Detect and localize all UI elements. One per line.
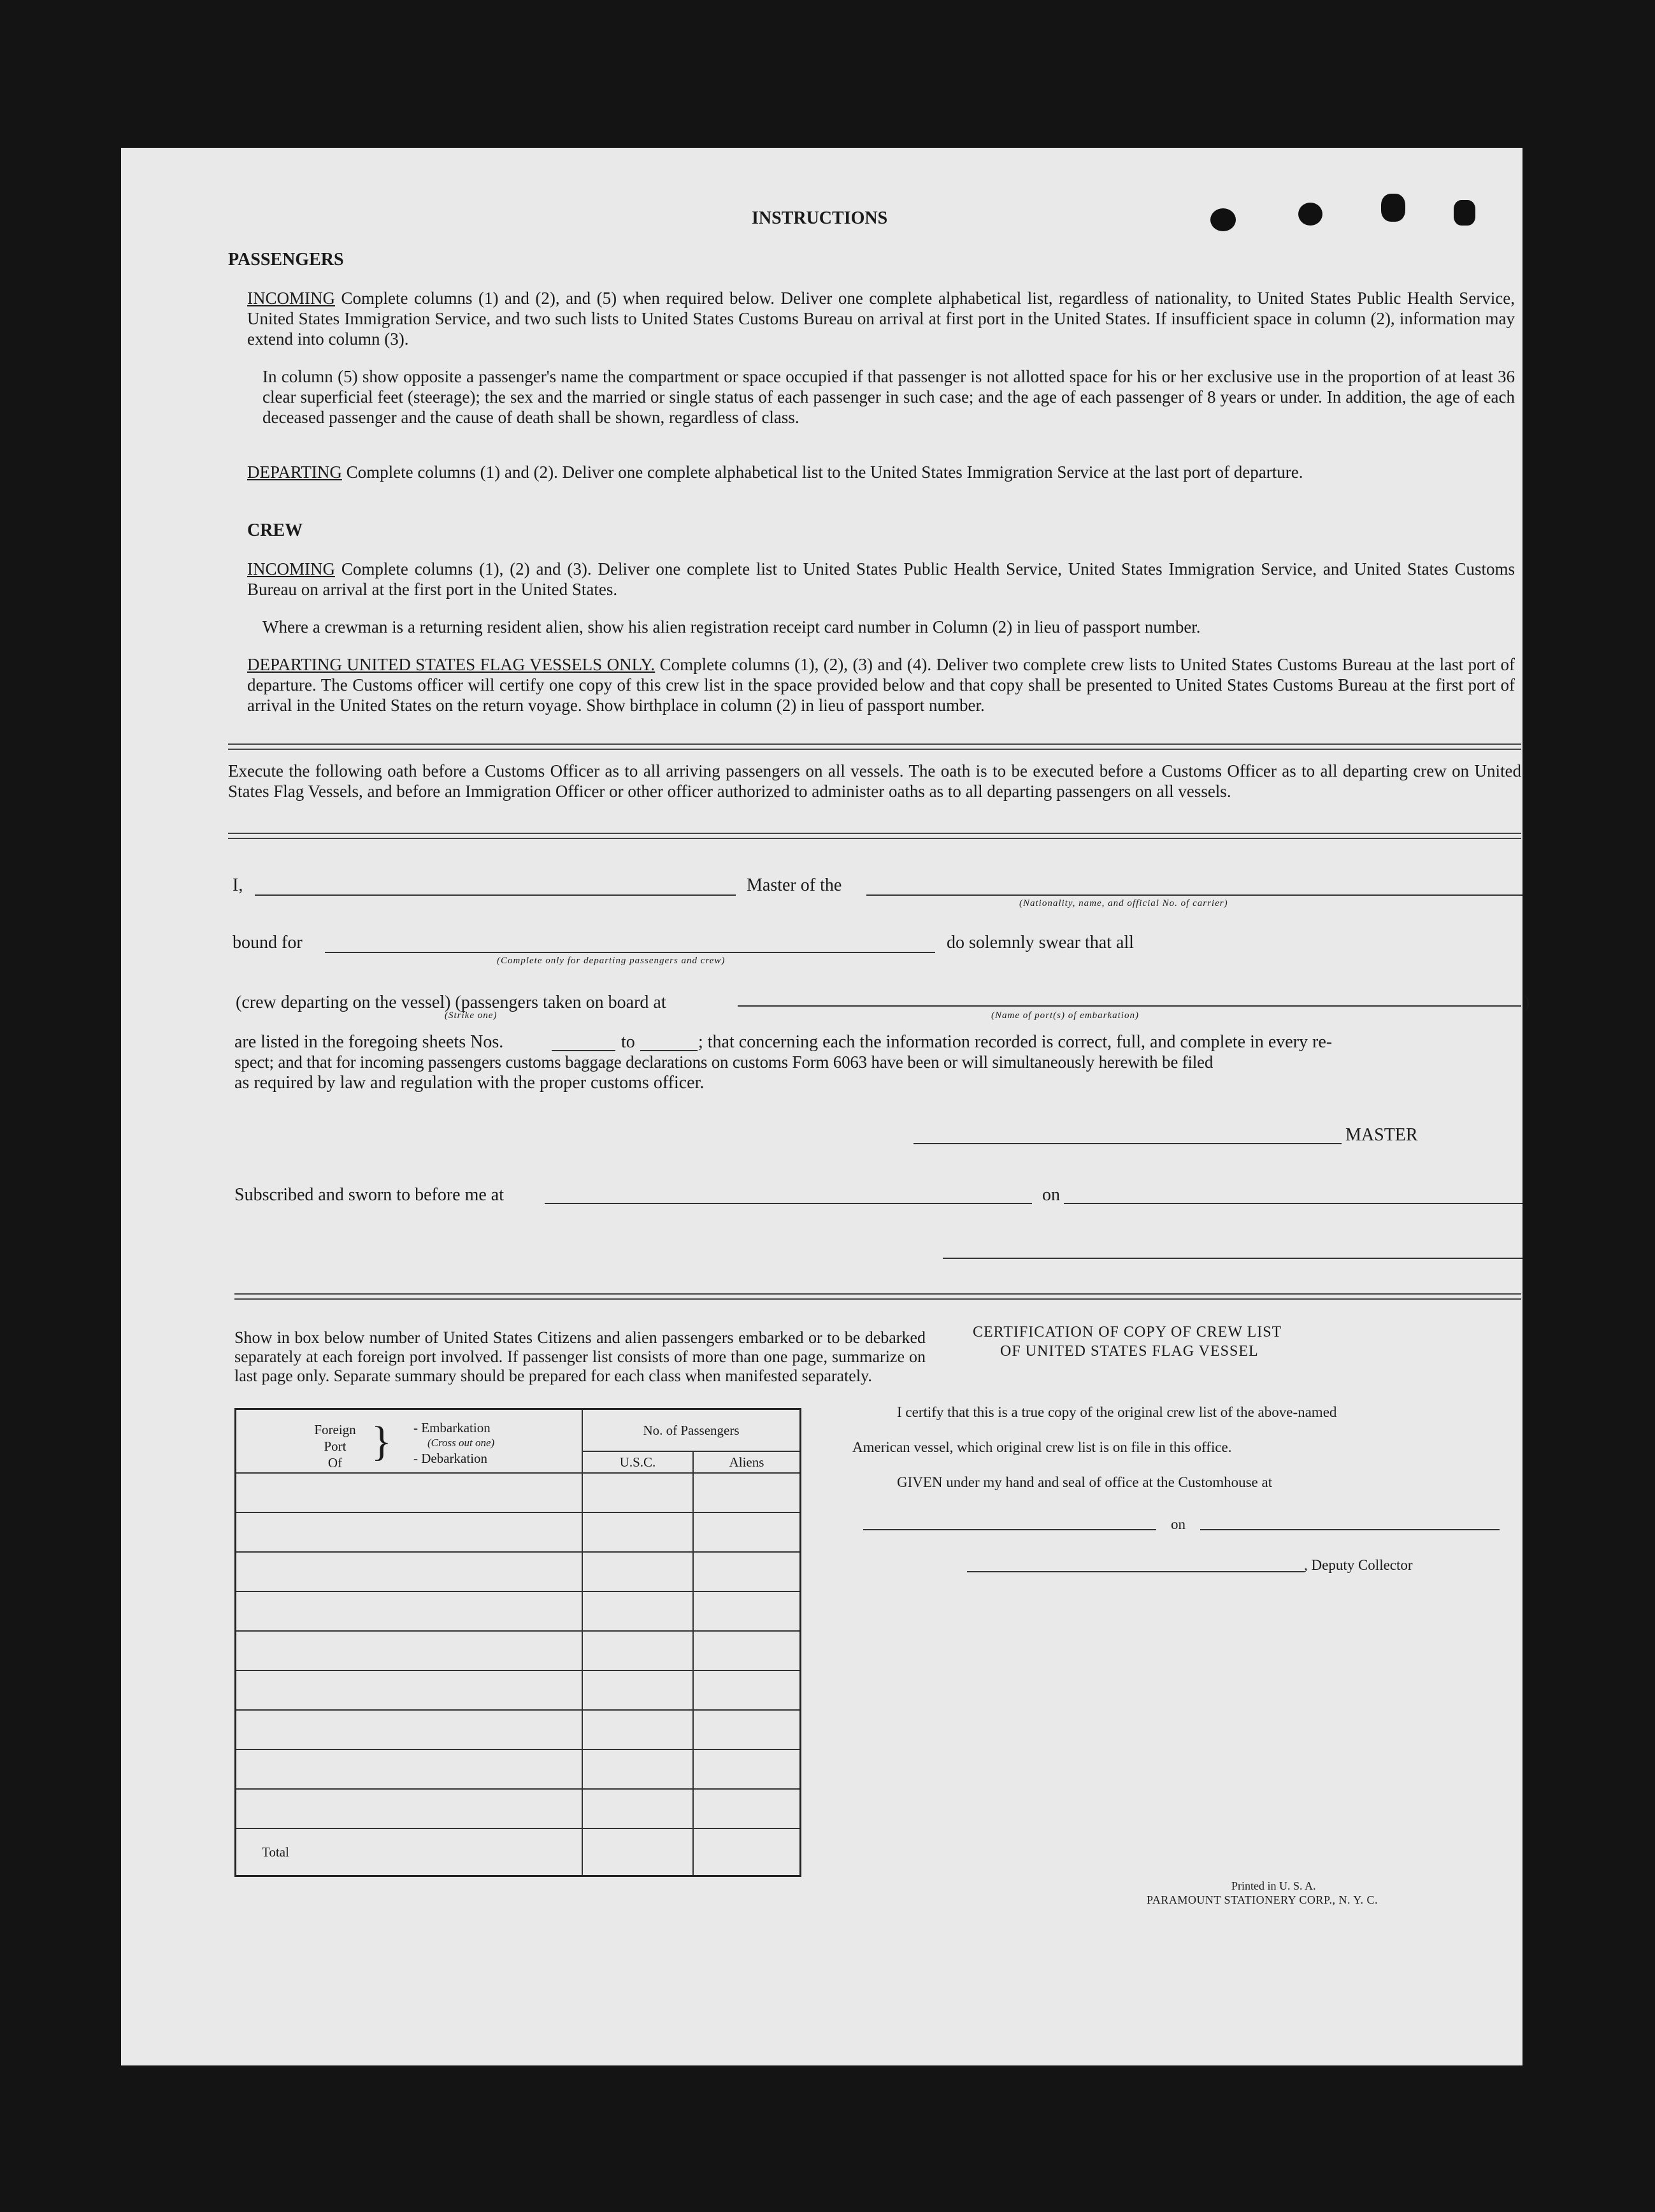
aliens-total-cell[interactable] xyxy=(693,1828,801,1876)
passengers-incoming-paragraph xyxy=(247,288,1515,349)
oath-instruction: Execute the following oath before a Customs Officer as to all arriving passengers on all vessels. The oath is to be executed before a Customs Officer as to all departing crew on United States Flag Vessels, and before an Immigration Officer or other officer authorized to administer oaths as to all departing passengers on all vessels. xyxy=(228,761,1521,801)
table-total-row xyxy=(236,1828,801,1876)
table-row xyxy=(236,1552,801,1591)
usc-header: U.S.C. xyxy=(582,1451,693,1473)
table-row xyxy=(236,1749,801,1789)
master-of-label: Master of the xyxy=(747,875,842,895)
aliens-cell[interactable] xyxy=(693,1749,801,1789)
crew-incoming-text: Complete columns (1), (2) and (3). Deliver one complete list to United States Public Health Service, United States Immigration Service, and United States Customs Bureau on arrival at the first port in the United States. xyxy=(247,559,1515,599)
passenger-summary-table xyxy=(234,1408,801,1877)
passengers-departing-label: DEPARTING xyxy=(247,463,342,482)
usc-cell[interactable] xyxy=(582,1552,693,1591)
form-page xyxy=(121,148,1530,2065)
usc-total-cell[interactable] xyxy=(582,1828,693,1876)
table-header-row xyxy=(236,1409,801,1452)
sheet-from-line[interactable] xyxy=(552,1050,615,1051)
usc-cell[interactable] xyxy=(582,1710,693,1749)
punch-hole-3 xyxy=(1381,194,1405,222)
sworn-at-line[interactable] xyxy=(545,1203,1032,1204)
deputy-signature-line[interactable] xyxy=(967,1571,1305,1572)
table-row xyxy=(236,1512,801,1552)
subscribed-label: Subscribed and sworn to before me at xyxy=(234,1185,504,1205)
bound-for-label: bound for xyxy=(233,933,303,952)
usc-cell[interactable] xyxy=(582,1749,693,1789)
of-label: Of xyxy=(327,1455,343,1470)
divider-2 xyxy=(228,833,1521,839)
table-row xyxy=(236,1631,801,1670)
aliens-header: Aliens xyxy=(693,1451,801,1473)
close-paren: ) xyxy=(1524,993,1530,1012)
aliens-cell[interactable] xyxy=(693,1710,801,1749)
port-cell[interactable] xyxy=(236,1473,583,1512)
usc-cell[interactable] xyxy=(582,1512,693,1552)
table-row xyxy=(236,1670,801,1710)
page-title: INSTRUCTIONS xyxy=(752,208,888,228)
crew-departing-label: (crew departing on the vessel) (passengers taken on board at xyxy=(236,993,666,1012)
port-cell[interactable] xyxy=(236,1710,583,1749)
passengers-heading: PASSENGERS xyxy=(228,250,344,269)
punch-hole-2 xyxy=(1298,203,1322,226)
usc-cell[interactable] xyxy=(582,1473,693,1512)
oath-i-label: I, xyxy=(233,875,243,895)
crew-departing-label: DEPARTING UNITED STATES FLAG VESSELS ONLY. xyxy=(247,655,656,674)
statement-3: as required by law and regulation with the proper customs officer. xyxy=(234,1073,705,1093)
punch-hole-1 xyxy=(1210,208,1236,231)
deputy-collector-label: , Deputy Collector xyxy=(1304,1557,1413,1573)
nationality-note: (Nationality, name, and official No. of carrier) xyxy=(1019,898,1228,908)
port-cell[interactable] xyxy=(236,1591,583,1631)
strike-one-note: (Strike one) xyxy=(445,1010,498,1021)
master-label: MASTER xyxy=(1345,1125,1418,1145)
port-cell[interactable] xyxy=(236,1631,583,1670)
port-cell[interactable] xyxy=(236,1670,583,1710)
table-row xyxy=(236,1789,801,1828)
divider-1 xyxy=(228,743,1521,750)
usc-cell[interactable] xyxy=(582,1591,693,1631)
aliens-cell[interactable] xyxy=(693,1473,801,1512)
officer-signature-line[interactable] xyxy=(943,1258,1522,1259)
foreign-port-of xyxy=(306,1421,364,1471)
certification-date-line[interactable] xyxy=(1200,1529,1500,1530)
table-row xyxy=(236,1591,801,1631)
crew-resident-paragraph: Where a crewman is a returning resident alien, show his alien registration receipt card number in Column (2) in lieu of passport number. xyxy=(262,617,1201,636)
table-row xyxy=(236,1473,801,1512)
master-name-line[interactable] xyxy=(255,894,736,896)
certification-on-label: on xyxy=(1171,1516,1186,1532)
certify-line-2: American vessel, which original crew list is on file in this office. xyxy=(852,1439,1232,1455)
statement-1: ; that concerning each the information recorded is correct, full, and complete in every re- xyxy=(698,1032,1333,1052)
aliens-cell[interactable] xyxy=(693,1552,801,1591)
certification-title-1: CERTIFICATION OF COPY OF CREW LIST xyxy=(973,1324,1282,1340)
aliens-cell[interactable] xyxy=(693,1789,801,1828)
brace-icon: } xyxy=(371,1418,392,1465)
listed-label: are listed in the foregoing sheets Nos. xyxy=(234,1032,504,1052)
foreign-label: Foreign xyxy=(314,1422,356,1437)
summary-instruction: Show in box below number of United States Citizens and alien passengers embarked or to be debarked separately at each foreign port involved. If passenger list consists of more than one page, summarize on last page only. Separate summary should be prepared for each class when manifested separately. xyxy=(234,1328,926,1385)
sworn-date-line[interactable] xyxy=(1064,1203,1522,1204)
certification-title-2: OF UNITED STATES FLAG VESSEL xyxy=(1000,1343,1259,1360)
passengers-incoming-label: INCOMING xyxy=(247,289,335,308)
passengers-departing-text: Complete columns (1) and (2). Deliver one complete alphabetical list to the United States Immigration Service at the last port of departure. xyxy=(346,463,1303,482)
customhouse-line[interactable] xyxy=(863,1529,1156,1530)
to-label: to xyxy=(621,1032,635,1052)
debarkation-label: - Debarkation xyxy=(413,1451,488,1466)
embarkation-ports-line[interactable] xyxy=(738,1005,1521,1007)
cross-out-note: (Cross out one) xyxy=(427,1437,495,1449)
crew-incoming-paragraph xyxy=(247,559,1515,600)
swear-label: do solemnly swear that all xyxy=(947,933,1134,952)
embarkation-label: - Embarkation xyxy=(413,1420,491,1435)
aliens-cell[interactable] xyxy=(693,1631,801,1670)
port-header-cell xyxy=(236,1409,583,1474)
crew-incoming-label: INCOMING xyxy=(247,559,335,578)
port-label: Port xyxy=(324,1439,347,1454)
sheet-to-line[interactable] xyxy=(640,1050,698,1051)
crew-heading: CREW xyxy=(247,521,303,540)
port-cell[interactable] xyxy=(236,1749,583,1789)
usc-cell[interactable] xyxy=(582,1789,693,1828)
aliens-cell[interactable] xyxy=(693,1591,801,1631)
divider-3 xyxy=(234,1293,1521,1300)
passengers-incoming-text: Complete columns (1) and (2), and (5) when required below. Deliver one complete alphabetical list, regardless of nationality, to United States Public Health Service, United States Immigration Service, and two such lists to United States Customs Bureau on arrival at first port in the United States. If insufficient space in column (2), information may extend into column (3). xyxy=(247,289,1515,348)
usc-cell[interactable] xyxy=(582,1631,693,1670)
column5-paragraph: In column (5) show opposite a passenger's name the compartment or space occupied if that passenger is not allotted space for his or her exclusive use in the proportion of at least 36 clear superficial feet (steerage); the sex and the married or single status of each passenger in such case; and the age of each passenger of 8 years or under. In addition, the age of each deceased passenger and the cause of death shall be shown, regardless of class. xyxy=(262,367,1515,427)
printer-line-1: Printed in U. S. A. xyxy=(1231,1879,1316,1892)
given-line: GIVEN under my hand and seal of office at the Customhouse at xyxy=(897,1474,1273,1490)
total-label: Total xyxy=(236,1828,583,1876)
punch-hole-4 xyxy=(1454,200,1475,226)
statement-2: spect; and that for incoming passengers customs baggage declarations on customs Form 6063 have been or will simultaneously herewith be filed xyxy=(234,1052,1214,1072)
aliens-cell[interactable] xyxy=(693,1512,801,1552)
crew-departing-text: Complete columns (1), (2), (3) and (4). Deliver two complete crew lists to United States Customs Bureau at the last port of departure. The Customs officer will certify one copy of this crew list in the space provided below and that copy shall be presented to United States Customs Bureau at the first port of arrival in the United States on the return voyage. Show birthplace in column (2) in lieu of passport number. xyxy=(247,655,1515,715)
crew-departing-paragraph xyxy=(247,654,1515,715)
master-signature-line[interactable] xyxy=(913,1143,1342,1144)
sworn-on-label: on xyxy=(1042,1185,1060,1205)
bound-for-line[interactable] xyxy=(325,952,935,953)
aliens-cell[interactable] xyxy=(693,1670,801,1710)
table-row xyxy=(236,1710,801,1749)
complete-only-note: (Complete only for departing passengers and crew) xyxy=(497,956,726,966)
port-cell[interactable] xyxy=(236,1552,583,1591)
no-of-passengers-header: No. of Passengers xyxy=(582,1409,801,1452)
port-cell[interactable] xyxy=(236,1512,583,1552)
usc-cell[interactable] xyxy=(582,1670,693,1710)
carrier-line[interactable] xyxy=(866,894,1522,896)
ports-note: (Name of port(s) of embarkation) xyxy=(991,1010,1139,1021)
passengers-departing-paragraph xyxy=(247,462,1515,482)
printer-line-2: PARAMOUNT STATIONERY CORP., N. Y. C. xyxy=(1147,1893,1378,1906)
port-cell[interactable] xyxy=(236,1789,583,1828)
certify-line-1: I certify that this is a true copy of the original crew list of the above-named xyxy=(897,1404,1337,1420)
